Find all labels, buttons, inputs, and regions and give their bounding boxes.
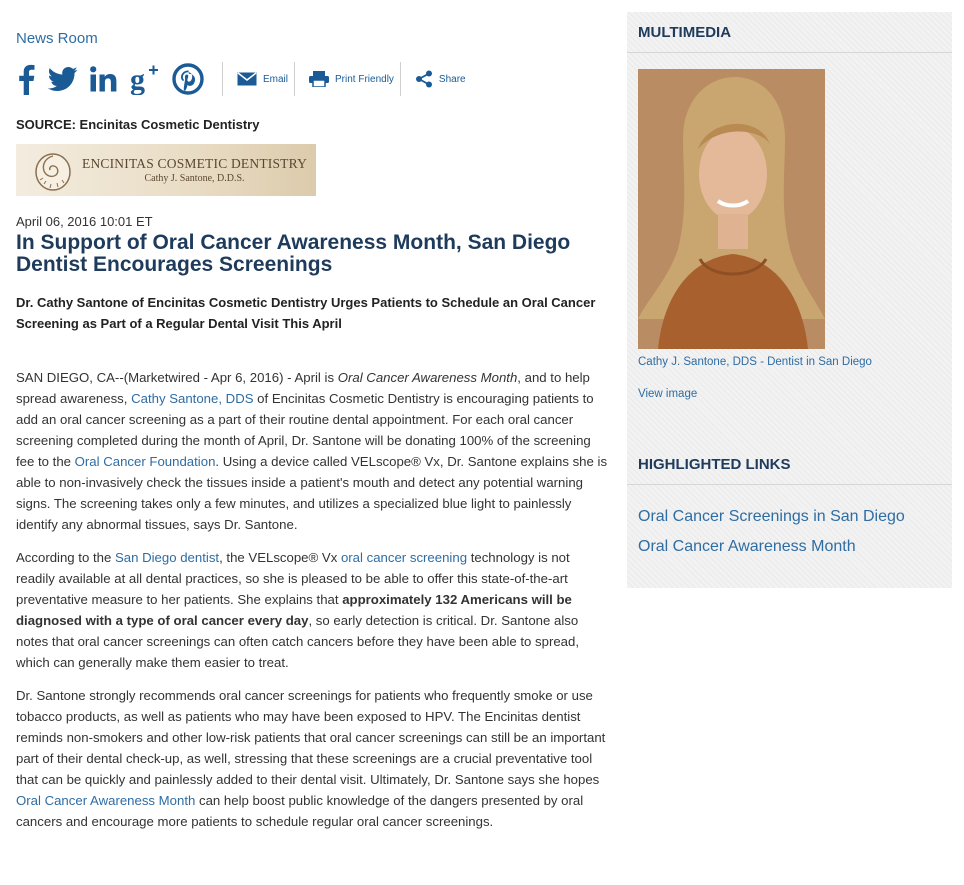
text: Dr. Santone strongly recommends oral cancer screenings for patients who frequently smoke or use tobacco products, as well as patients who may have been exposed to HPV. The Encinitas dentist reminds non-smokers and other low-risk patients that oral cancer screenings can still be an important part of their dental check-up, as well, stressing that these screenings are a crucial preventative tool that can be quickly and painlessly added to their dental visit. Ultimately, Dr. Santone says she hopes [16,688,606,787]
text: . Using a device called VELscope® Vx, Dr. Santone explains she is able to non-invasively check the tissues inside a patient's mouth and detect any potential warning signs. The screening takes only a few minutes, and utilizes a specialized blue light to painlessly identify any abnormal tissues, says Dr. Santone. [16,454,608,532]
paragraph [16,685,610,832]
divider [400,62,401,96]
cathy-santone-link[interactable]: Cathy Santone, DDS [131,391,254,406]
text: can help boost public knowledge of the dangers presented by oral cancers and encourage more patients to schedule regular oral cancer screenings. [16,793,584,829]
paragraph [16,367,610,535]
view-image-link[interactable]: View image [638,388,698,400]
divider [294,62,295,96]
oral-cancer-awareness-month-link[interactable]: Oral Cancer Awareness Month [638,538,856,555]
highlighted-links-heading: HIGHLIGHTED LINKS [638,456,791,473]
email-label: Email [263,73,289,85]
divider [627,484,952,485]
company-logo[interactable] [16,144,316,196]
oral-cancer-foundation-link[interactable]: Oral Cancer Foundation [74,454,216,469]
oral-cancer-screenings-link[interactable]: Oral Cancer Screenings in San Diego [638,508,905,525]
pinterest-icon[interactable] [172,59,204,99]
svg-text:g: g [130,63,145,95]
highlighted-links-list [638,508,905,568]
print-icon [309,71,329,87]
divider [222,62,223,96]
nautilus-shell-icon [32,148,74,192]
source-line: SOURCE: Encinitas Cosmetic Dentistry [16,117,260,132]
share-icon [415,70,433,88]
emphasis-text: Oral Cancer Awareness Month [337,370,518,385]
divider [627,52,952,53]
article-headline: In Support of Oral Cancer Awareness Month, San Diego Dentist Encourages Screenings [16,231,571,276]
newsroom-link[interactable]: News Room [16,30,98,47]
text: SAN DIEGO, CA--(Marketwired - Apr 6, 2016) - April is [16,370,338,385]
dentist-photo[interactable] [638,69,825,349]
awareness-month-link[interactable]: Oral Cancer Awareness Month [16,793,196,808]
text: , the VELscope® Vx [219,550,341,565]
oral-cancer-screening-link[interactable]: oral cancer screening [340,550,468,565]
linkedin-icon[interactable] [90,59,118,99]
text: , and to help spread awareness, [16,370,590,406]
text: of Encinitas Cosmetic Dentistry is encouraging patients to add an oral cancer screening as a part of their routine dental appointment. For each oral cancer screening completed during the month of April, Dr. Santone will be donating 100% of the screening fee to the [16,391,594,469]
facebook-icon[interactable] [16,59,36,99]
text: technology is not readily available at all dental practices, so she is pleased to be able to offer this state-of-the-art preventative measure to her patients. She explains that [16,550,570,607]
email-button[interactable] [237,72,288,86]
sidebar [627,12,952,588]
photo-caption[interactable]: Cathy J. Santone, DDS - Dentist in San Diego [638,356,872,368]
twitter-icon[interactable] [48,59,78,99]
article-date: April 06, 2016 10:01 ET [16,214,153,229]
logo-company-name: ENCINITAS COSMETIC DENTISTRY [82,156,308,171]
text: According to the [16,550,115,565]
article-subheadline: Dr. Cathy Santone of Encinitas Cosmetic Dentistry Urges Patients to Schedule an Oral Cancer Screening as Part of a Regular Dental Visit This April [16,295,596,331]
share-button[interactable] [415,70,466,88]
logo-text [82,156,307,184]
share-bar [16,59,610,99]
share-label: Share [438,73,466,85]
print-label: Print Friendly [335,73,394,85]
san-diego-dentist-link[interactable]: San Diego dentist [114,550,220,565]
text: , so early detection is critical. Dr. Santone also notes that oral cancer screenings can often catch cancers before they have been able to spread, which can generally make them easier to treat. [16,613,580,670]
article-body [16,367,610,832]
google-plus-icon[interactable] [130,59,160,99]
bold-text: approximately 132 Americans will be diagnosed with a type of oral cancer every day [16,592,572,628]
print-button[interactable] [309,71,394,87]
logo-doctor-name: Cathy J. Santone, D.D.S. [144,173,245,184]
paragraph [16,547,610,673]
highlighted-links-section [627,444,952,485]
multimedia-heading: MULTIMEDIA [638,24,732,41]
email-icon [237,72,257,86]
main-column [16,28,610,844]
